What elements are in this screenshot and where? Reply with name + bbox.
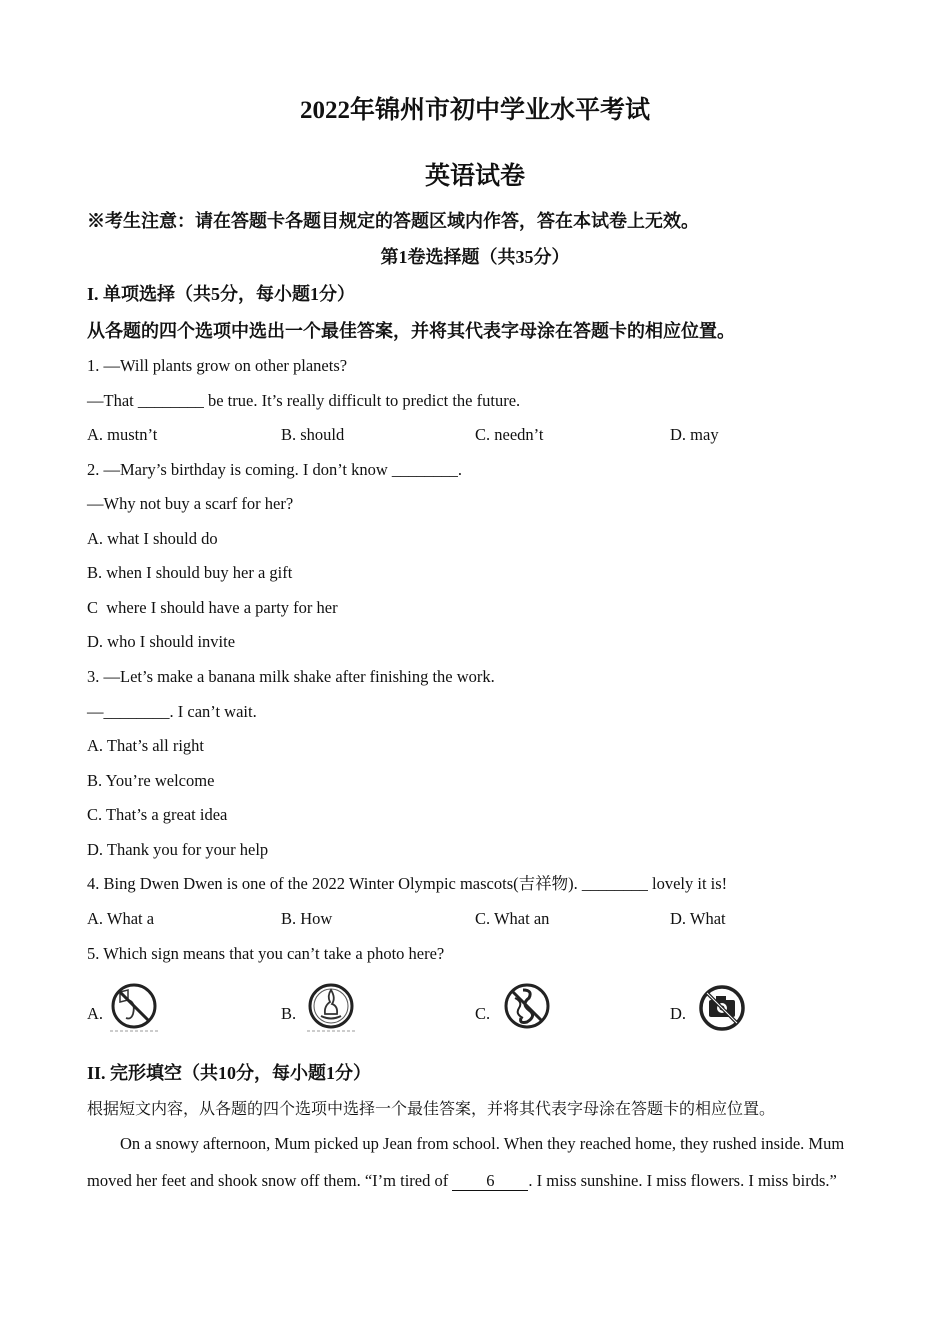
section2-heading: II. 完形填空（共10分，每小题1分） (87, 1063, 372, 1083)
q2-option-a: A. what I should do (87, 529, 218, 548)
exam-subtitle: 英语试卷 (424, 163, 525, 190)
q2-option-b: B. when I should buy her a gift (87, 563, 293, 582)
q3-option-a: A. That’s all right (87, 736, 205, 755)
q3-response: —________. I can’t wait. (87, 702, 257, 721)
q1-option-d: D. may (670, 425, 719, 444)
q5-option-d-label: D. (670, 1004, 687, 1023)
no-camera-sign-icon (694, 980, 750, 1036)
exam-notice: ※考生注意：请在答题卡各题目规定的答题区域内作答，答在本试卷上无效。 (87, 211, 699, 231)
exam-title: 2022年锦州市初中学业水平考试 (299, 97, 650, 124)
q1-response: —That ________ be true. It’s really difficult to predict the future. (87, 391, 521, 410)
q2-response: —Why not buy a scarf for her? (87, 494, 294, 513)
passage-line-2-end: . I miss sunshine. I miss flowers. I miss birds.” (528, 1171, 837, 1190)
q3-option-d: D. Thank you for your help (87, 840, 269, 859)
q1-option-c: C. needn’t (475, 425, 544, 444)
q4-prompt: 4. Bing Dwen Dwen is one of the 2022 Winter Olympic mascots(吉祥物). ________ lovely it is! (87, 874, 728, 893)
no-fire-sign-icon (303, 980, 359, 1036)
q5-option-b-label: B. (281, 1004, 297, 1023)
passage-line-2 (87, 1171, 837, 1191)
section1-instruction: 从各题的四个选项中选出一个最佳答案，并将其代表字母涂在答题卡的相应位置。 (87, 321, 735, 341)
q3-prompt: 3. —Let’s make a banana milk shake after finishing the work. (87, 667, 495, 686)
q5-prompt: 5. Which sign means that you can’t take a photo here? (87, 944, 445, 963)
q2-option-d: D. who I should invite (87, 632, 236, 651)
section1-heading: I. 单项选择（共5分，每小题1分） (87, 284, 356, 304)
passage-line-1: On a snowy afternoon, Mum picked up Jean from school. When they reached home, they rushed inside. Mum (120, 1134, 845, 1153)
q1-prompt: 1. —Will plants grow on other planets? (87, 356, 348, 375)
no-fishing-sign-icon (106, 980, 162, 1036)
q3-option-c: C. That’s a great idea (87, 805, 228, 824)
q5-option-c-label: C. (475, 1004, 491, 1023)
cloze-blank-6: 6 (452, 1172, 528, 1191)
section2-instruction: 根据短文内容，从各题的四个选项中选择一个最佳答案，并将其代表字母涂在答题卡的相应位置。 (87, 1101, 776, 1118)
q1-option-b: B. should (281, 425, 345, 444)
q5-option-a-label: A. (87, 1004, 104, 1023)
q4-option-d: D. What (670, 909, 726, 928)
q1-option-a: A. mustn’t (87, 425, 158, 444)
no-snakes-sign-icon (499, 980, 555, 1036)
q4-option-a: A. What a (87, 909, 155, 928)
q4-option-c: C. What an (475, 909, 550, 928)
passage-line-2-start: moved her feet and shook snow off them. “I’m tired of (87, 1171, 453, 1190)
volume-heading: 第1卷选择题（共35分） (380, 247, 570, 267)
q4-option-b: B. How (281, 909, 333, 928)
q2-prompt: 2. —Mary’s birthday is coming. I don’t know ________. (87, 460, 463, 479)
q2-option-c: C where I should have a party for her (87, 598, 338, 617)
q3-option-b: B. You’re welcome (87, 771, 215, 790)
